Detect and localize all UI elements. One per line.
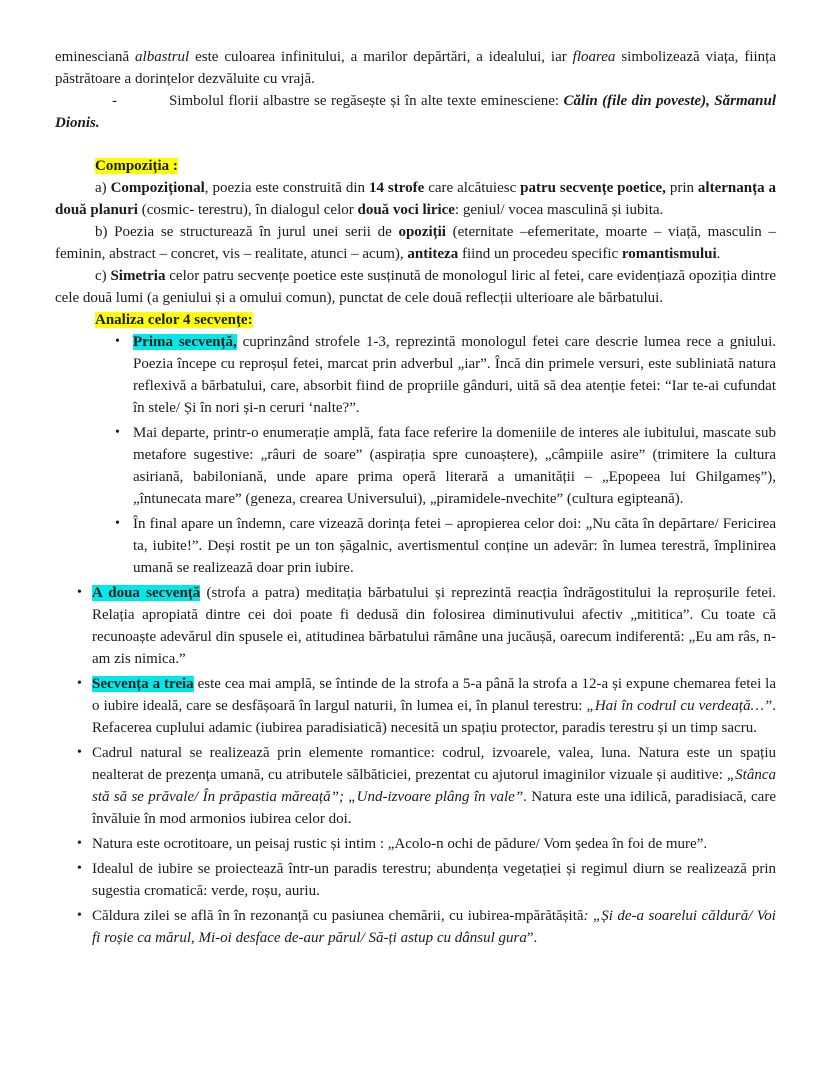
text-run: : xyxy=(583,908,593,924)
text-run: două voci lirice xyxy=(357,202,455,218)
sequence-label: Secvența a treia xyxy=(92,676,194,692)
text-run: este cea mai amplă, se întinde de la strofa a 5-a până la strofa a 12-a și expune chemarea fetei la o iubire ideală, care se desfășoară în largul naturii, în lumea ei, în planul terestru: xyxy=(92,676,776,714)
list-item-a-doua-secventa xyxy=(55,582,776,670)
text-run: b) Poezia se structurează în jurul unei serii de xyxy=(95,224,399,240)
text-run: (eternitate –efemeritate, moarte – viață, masculin – feminin, abstract – concret, vis – realitate, atunci – acum), xyxy=(55,224,776,262)
bullet-marker: • xyxy=(77,861,82,876)
text-run: În final apare un îndemn, care vizează dorința fetei – apropierea celor doi: „Nu căta în depărtare/ Fericirea ta, iubite!”. Deși rostit pe un ton șăgalnic, avertismentul conține un adevăr: în lumea terestră, împlinirea umană se realizează doar prin iubire. xyxy=(133,516,776,576)
text-run: floarea xyxy=(572,49,616,65)
text-run: Natura este ocrotitoare, un peisaj rustic și intim : „Acolo-n ochi de pădure/ Vom ședea în foi de mure”. xyxy=(92,836,708,852)
text-run: (cosmic- terestru), în dialogul celor xyxy=(137,202,358,218)
sequence-label: Prima secvență, xyxy=(133,334,237,350)
paragraph-c xyxy=(55,265,776,309)
text-run: patru secvențe poetice, xyxy=(520,180,666,196)
text-run: Mai departe, printr-o enumerație amplă, fata face referire la domeniile de interes ale iubitului, mascate sub metafore sugestive: „râuri de soare” (aspirația spre cunoaștere), „câmpiile asire” (trimitere la cultura asiriană, babiloniană, unde apare prima operă literară a umanității – „Epopeea lui Ghilgameș”), „întunecata mare” (geneza, crearea Universului), „piramidele-nvechite” (cultura egipteană). xyxy=(133,425,776,507)
text-run: (strofa a patra) meditația bărbatului și reprezintă reacția îndrăgostitului la reproșurile fetei. Relația apropiată dintre cei doi poate fi dedusă din folosirea diminutivului afectiv „mititica”. Cu toate că recunoaște adevărul din spusele ei, atitudinea bărbatului rămâne una jucăușă, oarecum indiferentă: „Eu am râs, n-am zis nimica.” xyxy=(92,585,777,667)
text-run: este culoarea infinitului, a marilor depărtări, a idealului, iar xyxy=(189,49,573,65)
analysis-heading xyxy=(55,309,776,331)
highlighted-heading-text: Compoziția : xyxy=(95,158,178,174)
list-item-secventa-a-treia xyxy=(55,673,776,739)
list-item-cadrul-natural xyxy=(55,742,776,830)
text-run: c) xyxy=(95,268,111,284)
text-run: celor patru secvențe poetice este susținută de monologul liric al fetei, care evidențiază opoziția dintre cele două lumi (a geniului și a omului comun), punctat de cele două reflecții ulterioare ale bărbatului. xyxy=(55,268,777,306)
text-run: simbolizează viața, ființa păstrătoare a dorințelor dezvăluite cu vrajă. xyxy=(55,49,776,87)
bullet-marker: • xyxy=(115,334,120,349)
list-item-in-final xyxy=(55,513,776,579)
text-run: eminesciană xyxy=(55,49,136,65)
text-run: opoziții xyxy=(398,224,446,240)
text-run: fiind un procedeu specific xyxy=(458,246,622,262)
list-item-prima-secventa xyxy=(55,331,776,419)
text-run: albastrul xyxy=(135,49,190,65)
text-run: . Refacerea cuplului adamic (iubirea paradisiatică) necesită un spațiu protector, paradis terestru și un timp sacru. xyxy=(92,698,777,736)
paragraph-intro xyxy=(55,46,776,90)
text-run: : geniul/ vocea masculină și iubita. xyxy=(454,202,664,218)
list-item-mai-departe xyxy=(55,422,776,510)
text-run: , poezia este construită din xyxy=(204,180,369,196)
text-run: - xyxy=(112,93,117,109)
text-run: care alcătuiesc xyxy=(424,180,521,196)
text-run: „Stânca stă să se prăvale/ În prăpastia măreață”; „Und-izvoare plâng în vale” xyxy=(92,767,776,805)
sequence-label: A doua secvență xyxy=(92,585,201,601)
bullet-marker: • xyxy=(115,516,120,531)
text-run: cuprinzând strofele 1-3, reprezintă monologul fetei care descrie lumea rece a gniului. Poezia începe cu reproșul fetei, marcat prin adverbul „iar”. Încă din primele versuri, este subliniată natura reflexivă a bărbatului, care, absorbit fiind de propriile gânduri, uită să dea atenție fetei: “Iar te-ai cufundat în stele/ Și în nori și-n ceruri ‘nalte?”. xyxy=(133,334,776,416)
paragraph-b xyxy=(55,221,776,265)
bullet-marker: • xyxy=(77,745,82,760)
highlighted-heading-text: Analiza celor 4 secvențe: xyxy=(95,312,253,328)
text-run: Idealul de iubire se proiectează într-un paradis terestru; abundența vegetației și regimul diurn se realizează prin sugestia cromatică: verde, roșu, auriu. xyxy=(92,861,776,899)
text-run: alternanța a două planuri xyxy=(55,180,777,218)
list-item-caldura-zilei xyxy=(55,905,776,949)
list-item-natura-ocrotitoare xyxy=(55,833,776,855)
bullet-marker: • xyxy=(77,836,82,851)
text-run: a) xyxy=(95,180,111,196)
text-run: Călin (file din poveste), Sărmanul Dionis. xyxy=(55,93,776,131)
text-run: Simetria xyxy=(110,268,166,284)
list-item-idealul-de-iubire xyxy=(55,858,776,902)
text-run: 14 strofe xyxy=(368,180,425,196)
text-run: . Natura este una idilică, paradisiacă, care învăluie în mod armonios iubirea celor doi. xyxy=(92,789,776,827)
bullet-marker: • xyxy=(77,585,82,600)
bullet-marker: • xyxy=(77,676,82,691)
text-run: . xyxy=(716,246,721,262)
text-run: „Și de-a soarelui căldură/ Voi fi roșie ca mărul, Mi-oi desface de-aur părul/ Să-ți astup cu dânsul gura xyxy=(92,908,776,946)
document-body xyxy=(55,46,776,949)
bullet-marker: • xyxy=(115,425,120,440)
text-run: Căldura zilei se află în în rezonanță cu pasiunea chemării, cu iubirea-mpărătășită xyxy=(92,908,584,924)
text-run: Cadrul natural se realizează prin elemente romantice: codrul, izvoarele, valea, luna. Natura este un spațiu nealterat de prezența umană, cu atributele sălbăticiei, prezentat cu ajutorul imaginilor vizuale și auditive: xyxy=(92,745,776,783)
text-run: „Hai în codrul cu verdeață…” xyxy=(586,698,773,714)
paragraph-simbol xyxy=(55,90,776,134)
bullet-marker: • xyxy=(77,908,82,923)
text-run: antiteza xyxy=(407,246,459,262)
text-run: ”. xyxy=(526,930,538,946)
text-run: Simbolul florii albastre se regăsește și în alte texte eminesciene: xyxy=(169,93,564,109)
text-run: prin xyxy=(665,180,698,196)
text-run: Compozițional xyxy=(110,180,205,196)
paragraph-a xyxy=(55,177,776,221)
text-run: romantismului xyxy=(621,246,717,262)
composition-heading xyxy=(55,155,776,177)
